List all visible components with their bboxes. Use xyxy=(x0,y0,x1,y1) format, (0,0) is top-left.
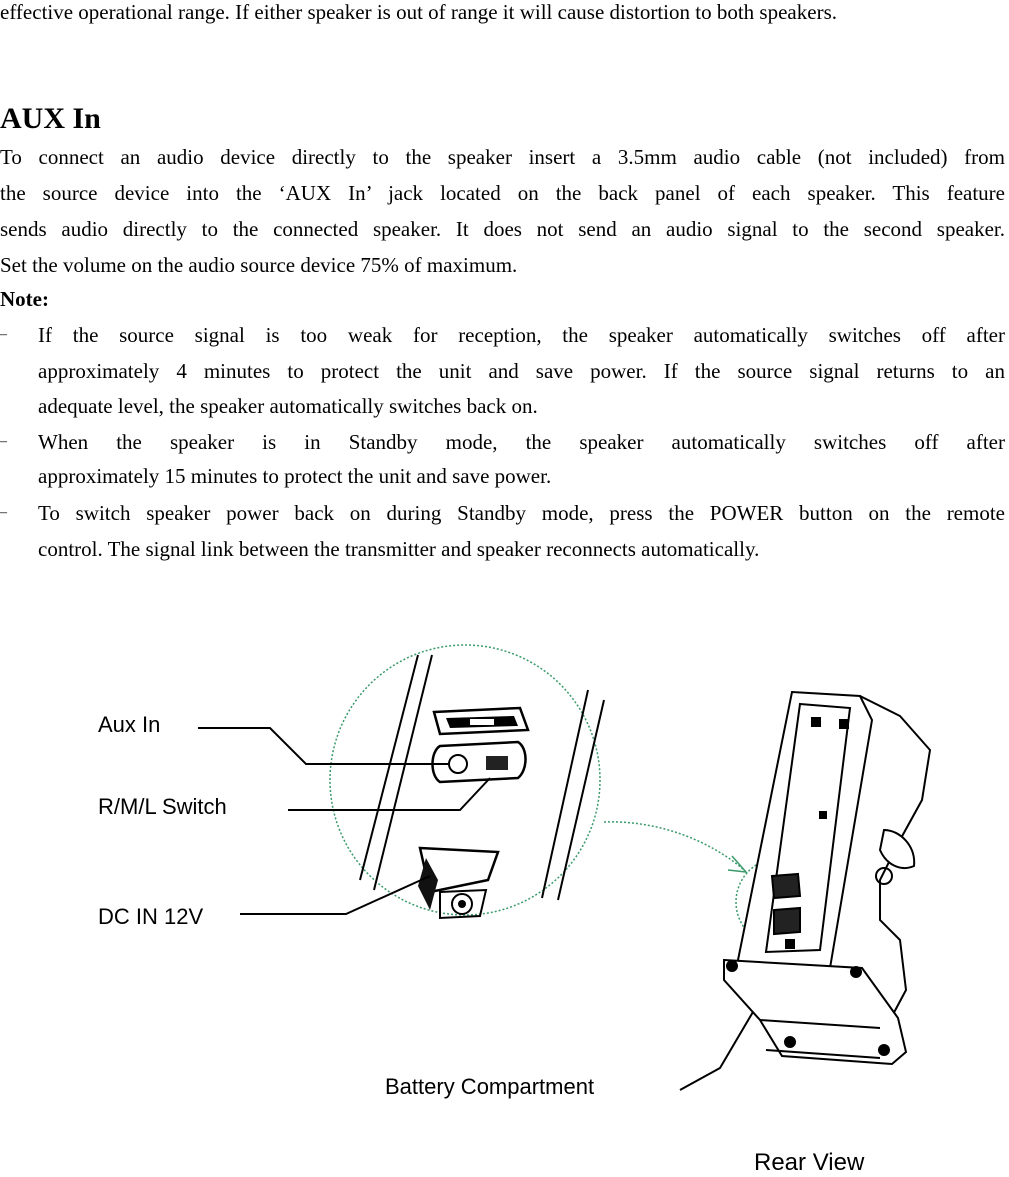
rear-view-figure xyxy=(0,580,1009,1172)
note-line: approximately 4 minutes to protect the unit and save power. If the source signal returns to an xyxy=(38,359,1005,383)
zoom-arrow xyxy=(604,822,744,870)
note-line: approximately 15 minutes to protect the unit and save power. xyxy=(38,464,552,488)
bullet-dash: – xyxy=(0,327,7,342)
rml-switch-icon xyxy=(433,742,526,782)
dc-jack-icon xyxy=(418,848,498,918)
body-line: the source device into the ‘AUX In’ jack located on the back panel of each speaker. This feature xyxy=(0,181,1005,205)
body-line: To connect an audio device directly to the speaker insert a 3.5mm audio cable (not included) from xyxy=(0,145,1005,169)
rear-view-diagram xyxy=(0,580,1009,1172)
leader-lines xyxy=(198,728,760,1090)
body-line: sends audio directly to the connected speaker. It does not send an audio signal to the second speaker. xyxy=(0,217,1005,241)
label-rear-view: Rear View xyxy=(754,1149,865,1172)
note-line: To switch speaker power back on during Standby mode, press the POWER button on the remote xyxy=(38,501,1005,525)
note-line: When the speaker is in Standby mode, the speaker automatically switches off after xyxy=(38,430,1005,454)
label-aux-in: Aux In xyxy=(98,712,161,737)
section-heading-aux-in: AUX In xyxy=(0,102,101,135)
continuation-text: effective operational range. If either speaker is out of range it will cause distortion to both speakers. xyxy=(0,0,837,24)
body-line: Set the volume on the audio source device 75% of maximum. xyxy=(0,253,518,277)
bullet-dash: – xyxy=(0,505,7,520)
label-dc-in: DC IN 12V xyxy=(98,904,204,929)
note-line: If the source signal is too weak for reception, the speaker automatically switches off after xyxy=(38,323,1005,347)
label-rml-switch: R/M/L Switch xyxy=(98,794,227,819)
bullet-dash: – xyxy=(0,434,7,449)
label-battery-compartment: Battery Compartment xyxy=(385,1074,595,1099)
note-line: control. The signal link between the transmitter and speaker reconnects automatically. xyxy=(38,537,760,561)
note-line: adequate level, the speaker automatically switches back on. xyxy=(38,394,538,418)
note-label: Note: xyxy=(0,287,49,311)
aux-in-jack-icon xyxy=(434,708,528,734)
speaker-rear-drawing xyxy=(724,692,930,1064)
